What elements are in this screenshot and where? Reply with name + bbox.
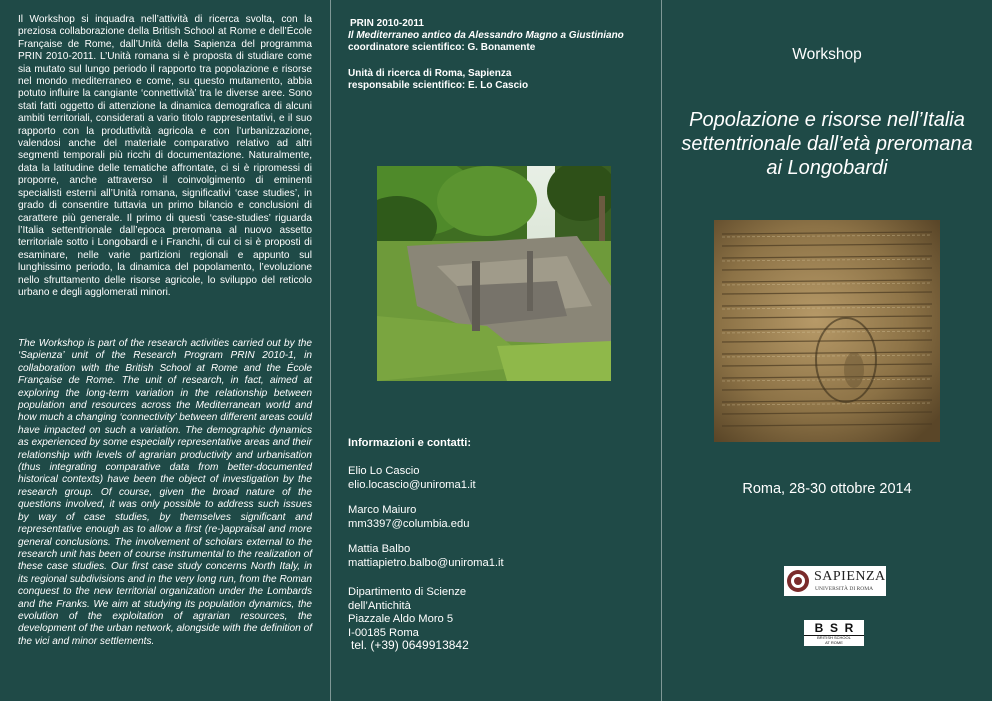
archaeological-site-photo	[377, 166, 611, 381]
bronze-tablet-image	[714, 220, 940, 442]
contact-maiuro	[348, 504, 648, 531]
prin-block	[348, 18, 653, 55]
address-line: I-00185 Roma	[348, 626, 419, 639]
bsr-subtitle	[804, 636, 864, 645]
contact-email: mattiapietro.balbo@uniroma1.it	[348, 556, 504, 569]
sapienza-subtitle: UNIVERSITÀ DI ROMA	[815, 586, 874, 592]
title-line: settentrionale dall’età preromana	[681, 133, 973, 155]
contact-balbo	[348, 543, 648, 570]
contact-name: Marco Maiuro	[348, 504, 417, 516]
left-panel	[0, 0, 330, 701]
bsr-logo	[804, 620, 864, 646]
sapienza-logo	[784, 566, 886, 596]
sapienza-wordmark: SAPIENZA	[814, 569, 886, 584]
title-line: ai Longobardi	[766, 157, 888, 179]
bsr-sub-line: BRITISH SCHOOL	[817, 635, 851, 640]
prin-program: Il Mediterraneo antico da Alessandro Magno a Giustiniano	[348, 30, 624, 42]
unit-responsible: responsabile scientifico: E. Lo Cascio	[348, 80, 529, 92]
bsr-letters: B S R	[804, 621, 864, 636]
prin-title: PRIN 2010-2011	[350, 18, 424, 29]
address-line: Piazzale Aldo Moro 5	[348, 613, 454, 626]
italian-description: Il Workshop si inquadra nell’attività di ricerca svolta, con la preziosa collaborazione della British School at Rome e dell’École Française de Rome, dall’Unità della Sapienza del programma PRIN 2010-2011. L’Unità romana si è proposta di studiare come sia mutato sul lungo periodo il rapporto tra popolazione e risorse nel mondo mediterraneo e come, su questo mutamento, abbia potuto influire la cangiante ‘connettività’ tra le diverse aree. Sono stati fatti oggetto di attenzione la dinamica demografica di alcuni ambiti territoriali, considerati a vario titolo rappresentativi, e il suo rapporto con la produttività agricola e con l’urbanizzazione, valendosi anche del materiale comparativo relativo ad altri segmenti temporali più ricchi di documentazione. Naturalmente, data la latitudine delle tematiche affrontate, ci si è ripromessi di proporre, anche attraverso il coinvolgimento di eminenti specialisti esterni all’Unità romana, significativi ‘case studies’, in grado di consentire tuttavia un primo bilancio e conclusioni di carattere più generale. Il primo di questi ‘case-studies’ riguarda l’Italia settentrionale dall’epoca preromana al nuovo assetto territoriale sotto i Longobardi e i Franchi, di cui ci si è proposti di esaminare, nelle varie partizioni regionali e appunto sul lunghissimo periodo, la dinamica del popolamento, l’evoluzione nello sfruttamento delle risorse agricole, lo sviluppo del reticolo urbano e degli agglomerati minori.	[18, 14, 312, 298]
unit-name: Unità di ricerca di Roma, Sapienza	[348, 68, 512, 79]
contact-name: Elio Lo Cascio	[348, 465, 420, 477]
address-line: dell’Antichità	[348, 599, 411, 612]
contact-name: Mattia Balbo	[348, 543, 411, 555]
address-line: Dipartimento di Scienze	[348, 586, 467, 598]
contact-email: mm3397@columbia.edu	[348, 517, 470, 530]
contact-email: elio.locascio@uniroma1.it	[348, 478, 476, 491]
right-panel	[662, 0, 992, 701]
research-unit-block	[348, 68, 653, 92]
english-description: The Workshop is part of the research activities carried out by the ‘Sapienza’ unit of the Research Program PRIN 2010-1, in collaboration with the British School at Rome and the École Française de Rome. The unit of research, in fact, aimed at exploring the long-term variation in the relationship between population and resources across the Mediterranean world and how much a changing ‘connectivity’ between different areas could have impacted on such a variation. The demographic dynamics as experienced by some especially representative areas and their relationship with levels of agrarian productivity and urbanisation (thus integrating comparative data from better-documented historical contexts) have been the object of investigation by the research group. Of course, given the broad nature of the questions involved, it was only possible to address such issues by way of case studies, by themselves significant and representative enough as to allow a first (re-)appraisal and more general conclusions. The involvement of scholars external to the research unit has been of course instrumental to the realization of these case studies. Our first case study concerns North Italy, in its regional subdivisions and in the very long run, from the Roman conquest to the new territorial organization under the Lombards and the Franks. We aim at studying its population dynamics, the evolution of the exploitation of agrarian resources, the development of the urban network, alongside with the definition of the vici and minor settlements.	[18, 338, 312, 647]
workshop-title	[662, 108, 992, 180]
telephone: tel. (+39) 0649913842	[351, 638, 469, 652]
contacts-heading: Informazioni e contatti:	[348, 437, 472, 449]
middle-panel	[331, 0, 661, 701]
prin-coordinator: coordinatore scientifico: G. Bonamente	[348, 42, 536, 54]
bsr-sub-line: AT ROME	[825, 639, 843, 645]
department-address	[348, 586, 648, 640]
workshop-date: Roma, 28-30 ottobre 2014	[742, 481, 912, 497]
title-line: Popolazione e risorse nell’Italia	[689, 109, 965, 131]
workshop-label: Workshop	[792, 46, 862, 63]
contact-locascio	[348, 465, 648, 492]
